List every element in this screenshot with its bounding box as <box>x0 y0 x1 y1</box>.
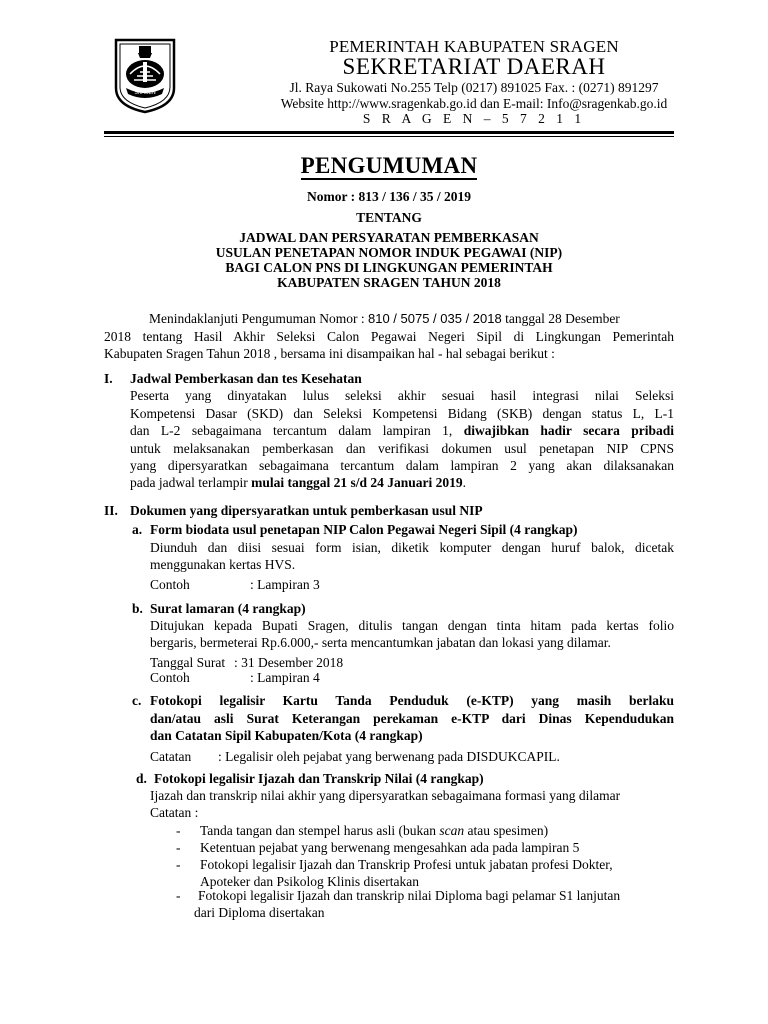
subject-line: USULAN PENETAPAN NOMOR INDUK PEGAWAI (NIP) <box>215 245 563 260</box>
list-item-dash: - <box>176 840 181 855</box>
list-item: Ketentuan pejabat yang berwenang mengesahkan ada pada lampiran 5 <box>200 840 580 855</box>
item-b-date-value: : 31 Desember 2018 <box>234 655 344 670</box>
item-a-example-label: Contoh <box>150 577 190 592</box>
item-c-note-label: Catatan <box>150 749 192 764</box>
subject-block <box>104 230 674 290</box>
item-b-date-label: Tanggal Surat <box>150 655 226 670</box>
subject-line: BAGI CALON PNS DI LINGKUNGAN PEMERINTAH <box>225 260 553 275</box>
list-item-continuation: Apoteker dan Psikolog Klinis disertakan <box>200 874 419 889</box>
letterhead-divider-thick <box>104 131 674 134</box>
item-a-line: menggunakan kertas HVS. <box>150 557 296 572</box>
item-d-letter: d. <box>136 771 147 786</box>
list-item: Tanda tangan dan stempel harus asli (bukan scan atau spesimen) <box>200 823 549 838</box>
item-a-title: Form biodata usul penetapan NIP Calon Pegawai Negeri Sipil (4 rangkap) <box>150 522 578 537</box>
office-address: Jl. Raya Sukowati No.255 Telp (0217) 891025 Fax. : (0271) 891297 <box>289 80 659 95</box>
section-1-line: untuk melaksanakan pemberkasan dan verifikasi dokumen usul penetapan NIP CPNS <box>130 441 674 456</box>
list-item: Fotokopi legalisir Ijazah dan transkrip nilai Diploma bagi pelamar S1 lanjutan <box>198 888 621 903</box>
list-item-dash: - <box>176 888 181 903</box>
item-a-letter: a. <box>132 522 143 537</box>
regency-coat-of-arms-icon <box>112 36 178 114</box>
item-b-example-label: Contoh <box>150 670 190 685</box>
reference-number: 810 / 5075 / 035 / 2018 <box>367 311 502 326</box>
section-1-line: pada jadwal terlampir mulai tanggal 21 s/d 24 Januari 2019. <box>130 475 466 490</box>
item-d-line: Ijazah dan transkrip nilai akhir yang dipersyaratkan sebagaimana formasi yang dilamar <box>150 788 621 803</box>
item-a-example-value: : Lampiran 3 <box>250 577 320 592</box>
item-b-letter: b. <box>132 601 143 616</box>
item-c-title: dan Catatan Sipil Kabupaten/Kota (4 rangkap) <box>150 728 423 743</box>
page-title: PENGUMUMAN <box>300 153 478 178</box>
section-1-line: yang dipersyaratkan sebagaimana tercantum dalam lampiran 2 yang akan dilaksanakan <box>130 458 674 473</box>
item-d-title: Fotokopi legalisir Ijazah dan Transkrip Nilai (4 rangkap) <box>154 771 484 786</box>
section-1-line: Peserta yang dinyatakan lulus seleksi akhir sesuai hasil integrasi nilai Seleksi <box>130 388 674 403</box>
section-1-line: dan L-2 sebagaimana tercantum dalam lampiran 1, diwajibkan hadir secara pribadi <box>130 423 674 438</box>
item-b-line: bergaris, bermeterai Rp.6.000,- serta mencantumkan jabatan dan lokasi yang dilamar. <box>150 635 611 650</box>
item-b-line: Ditujukan kepada Bupati Sragen, ditulis tangan dengan tinta hitam pada kertas folio <box>150 618 674 633</box>
section-2-number: II. <box>104 503 118 518</box>
item-d-note-label: Catatan : <box>150 805 199 820</box>
item-c-letter: c. <box>132 693 142 708</box>
section-1-line: Kompetensi Dasar (SKD) dan Seleksi Kompetensi Bidang (SKB) dengan status L, L-1 <box>130 406 674 421</box>
svg-text:SRAGEN: SRAGEN <box>134 90 156 96</box>
intro-line: 2018 tentang Hasil Akhir Seleksi Calon Pegawai Negeri Sipil di Lingkungan Pemerintah <box>104 329 674 344</box>
section-2-heading: Dokumen yang dipersyaratkan untuk pemberkasan usul NIP <box>130 503 483 518</box>
item-c-title: dan/atau asli Surat Keterangan perekaman e-KTP dari Dinas Kependudukan <box>150 711 674 726</box>
government-name: PEMERINTAH KABUPATEN SRAGEN <box>329 37 619 56</box>
list-item: Fotokopi legalisir Ijazah dan Transkrip Profesi untuk jabatan profesi Dokter, <box>200 857 613 872</box>
subject-label: TENTANG <box>356 210 422 225</box>
list-item-continuation: dari Diploma disertakan <box>194 905 325 920</box>
intro-line: Kabupaten Sragen Tahun 2018 , bersama ini disampaikan hal - hal sebagai berikut : <box>104 346 555 361</box>
letterhead-divider-thin <box>104 136 674 137</box>
office-contact: Website http://www.sragenkab.go.id dan E-mail: Info@sragenkab.go.id <box>280 96 668 111</box>
office-name: SEKRETARIAT DAERAH <box>342 54 606 79</box>
item-a-line: Diunduh dan diisi sesuai form isian, diketik komputer dengan huruf balok, dicetak <box>150 540 674 555</box>
office-city: S R A G E N – 5 7 2 1 1 <box>362 111 586 126</box>
item-b-title: Surat lamaran (4 rangkap) <box>150 601 306 616</box>
subject-line: JADWAL DAN PERSYARATAN PEMBERKASAN <box>239 230 539 245</box>
section-1-number: I. <box>104 371 113 386</box>
intro-line: Menindaklanjuti Pengumuman Nomor : 810 / 5075 / 035 / 2018 tanggal 28 Desember <box>149 311 620 326</box>
document-number: Nomor : 813 / 136 / 35 / 2019 <box>307 189 471 204</box>
section-1-heading: Jadwal Pemberkasan dan tes Kesehatan <box>130 371 362 386</box>
subject-line: KABUPATEN SRAGEN TAHUN 2018 <box>277 275 501 290</box>
item-b-example-value: : Lampiran 4 <box>250 670 320 685</box>
list-item-dash: - <box>176 823 181 838</box>
item-c-title: Fotokopi legalisir Kartu Tanda Penduduk (e-KTP) yang masih berlaku <box>150 693 674 708</box>
list-item-dash: - <box>176 857 181 872</box>
item-c-note-value: : Legalisir oleh pejabat yang berwenang pada DISDUKCAPIL. <box>218 749 560 764</box>
